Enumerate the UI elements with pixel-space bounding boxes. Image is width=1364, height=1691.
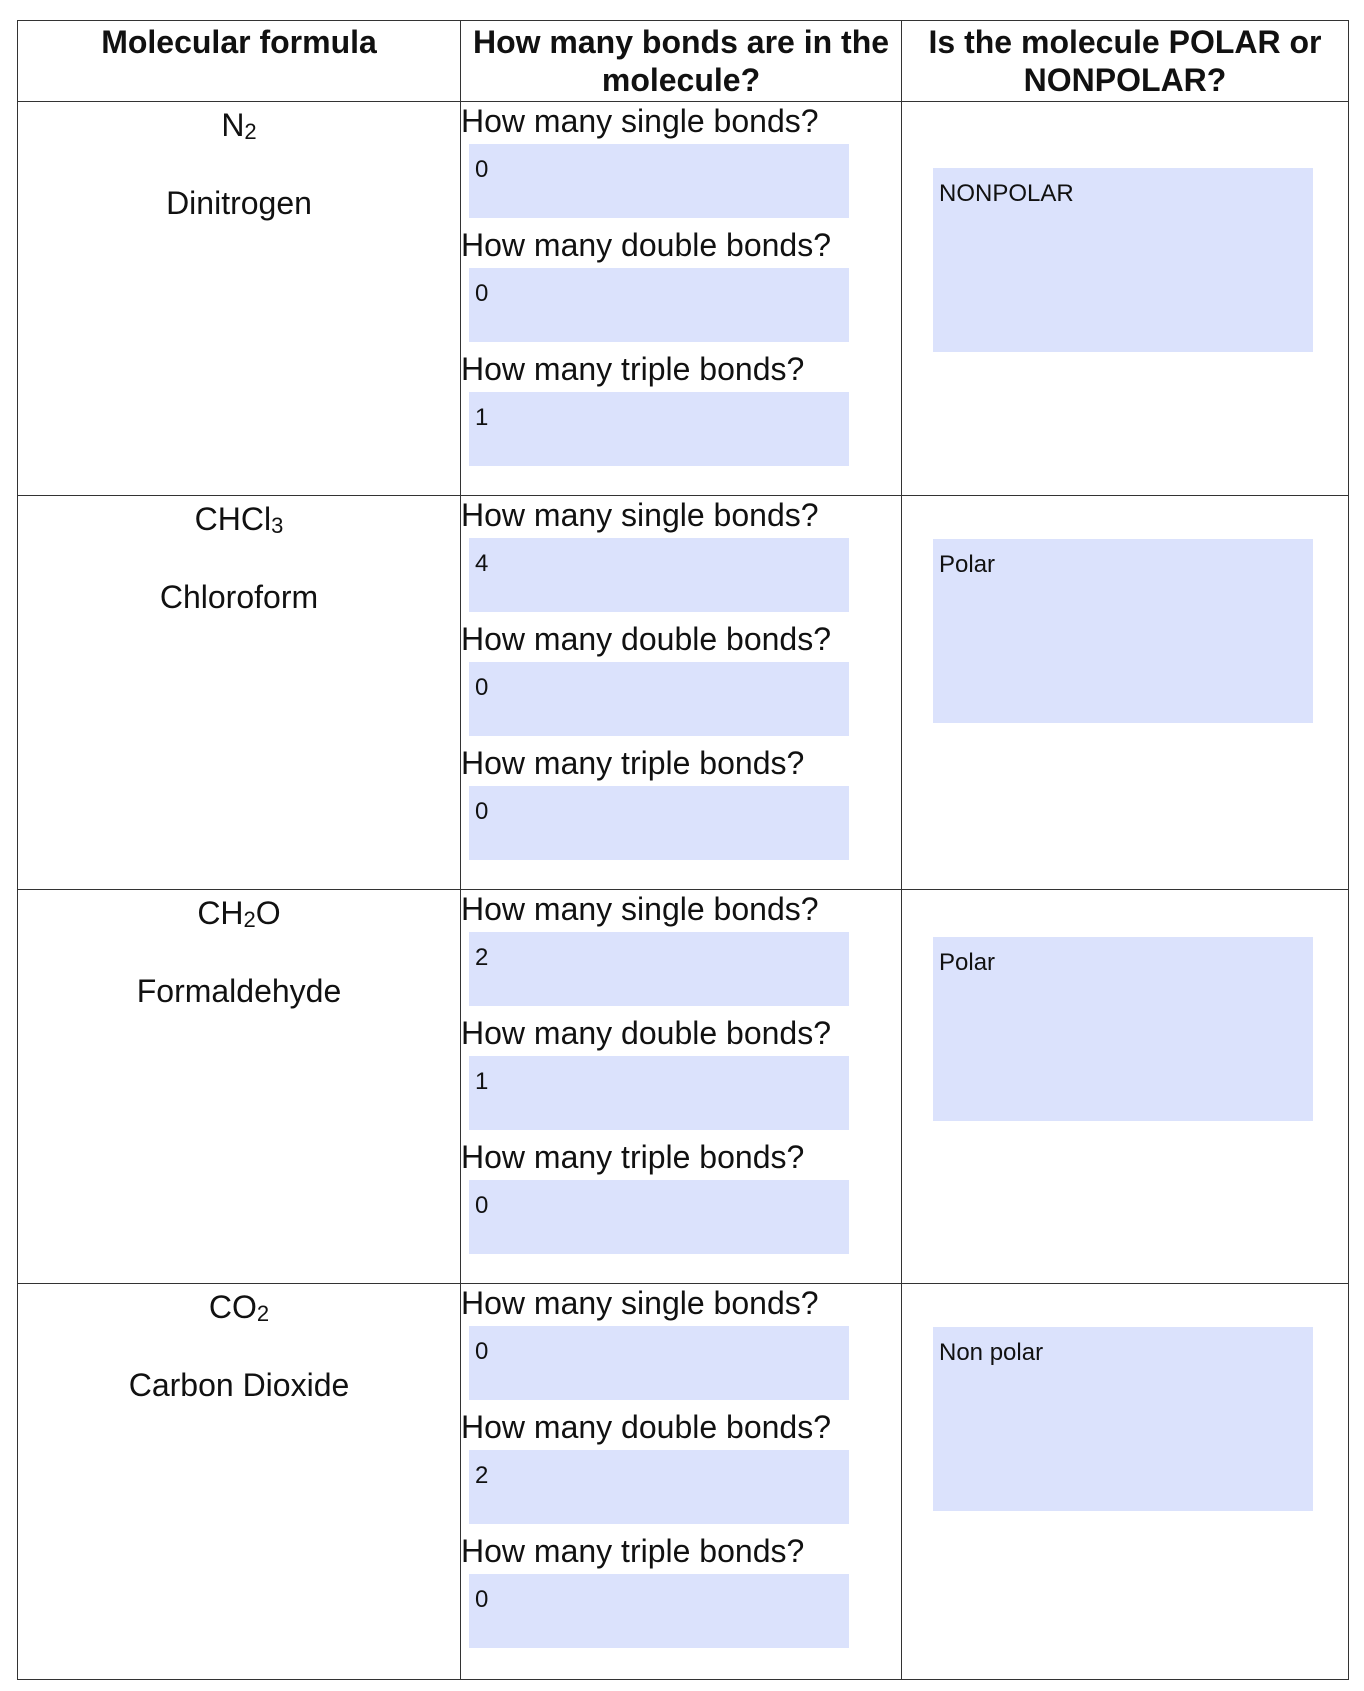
molecule-cell xyxy=(18,1284,461,1680)
formula-rest: O xyxy=(255,895,281,931)
formula-subscript: 2 xyxy=(243,907,256,932)
formula-base: CO xyxy=(208,1289,257,1325)
table-row xyxy=(18,890,1349,1284)
molecular-formula xyxy=(18,1288,460,1326)
molecule-table xyxy=(17,20,1349,1680)
double-bonds-field[interactable]: 0 xyxy=(469,662,849,736)
formula-base: CHCl xyxy=(194,501,272,537)
molecule-cell xyxy=(18,102,461,496)
triple-bonds-question: How many triple bonds? xyxy=(461,351,805,387)
single-bonds-question: How many single bonds? xyxy=(461,891,819,927)
header-polarity: Is the molecule POLAR or NONPOLAR? xyxy=(902,21,1349,102)
triple-bonds-field[interactable]: 0 xyxy=(469,1180,849,1254)
molecule-name: Dinitrogen xyxy=(166,185,312,221)
molecule-name: Formaldehyde xyxy=(136,973,342,1009)
polarity-cell xyxy=(902,1284,1349,1680)
single-bonds-field[interactable]: 2 xyxy=(469,932,849,1006)
formula-subscript: 3 xyxy=(271,513,284,538)
double-bonds-field[interactable]: 1 xyxy=(469,1056,849,1130)
header-row xyxy=(18,21,1349,102)
table-row xyxy=(18,1284,1349,1680)
formula-base: N xyxy=(221,107,245,143)
molecule-cell xyxy=(18,890,461,1284)
triple-bonds-field[interactable]: 1 xyxy=(469,392,849,466)
formula-subscript: 2 xyxy=(256,1301,270,1326)
double-bonds-question: How many double bonds? xyxy=(461,1409,832,1445)
single-bonds-question: How many single bonds? xyxy=(461,497,819,533)
formula-base: CH xyxy=(197,895,244,931)
molecular-formula xyxy=(18,894,460,932)
polarity-field[interactable]: Polar xyxy=(933,937,1313,1121)
triple-bonds-field[interactable]: 0 xyxy=(469,786,849,860)
double-bonds-question: How many double bonds? xyxy=(461,1015,832,1051)
table-row xyxy=(18,496,1349,890)
bonds-cell xyxy=(461,102,902,496)
worksheet xyxy=(17,20,1348,1681)
double-bonds-question: How many double bonds? xyxy=(461,227,832,263)
bonds-cell xyxy=(461,1284,902,1680)
single-bonds-field[interactable]: 0 xyxy=(469,1326,849,1400)
molecular-formula xyxy=(18,500,460,538)
single-bonds-field[interactable]: 0 xyxy=(469,144,849,218)
table-row xyxy=(18,102,1349,496)
molecule-name: Chloroform xyxy=(159,579,319,615)
formula-subscript: 2 xyxy=(244,119,257,144)
header-bond-count: How many bonds are in the molecule? xyxy=(461,21,902,102)
bonds-cell xyxy=(461,496,902,890)
single-bonds-question: How many single bonds? xyxy=(461,1285,819,1321)
polarity-cell xyxy=(902,890,1349,1284)
polarity-cell xyxy=(902,496,1349,890)
double-bonds-field[interactable]: 2 xyxy=(469,1450,849,1524)
double-bonds-field[interactable]: 0 xyxy=(469,268,849,342)
triple-bonds-question: How many triple bonds? xyxy=(461,745,805,781)
molecule-cell xyxy=(18,496,461,890)
double-bonds-question: How many double bonds? xyxy=(461,621,832,657)
molecular-formula xyxy=(18,106,460,144)
molecule-name: Carbon Dioxide xyxy=(128,1367,350,1403)
polarity-field[interactable]: Non polar xyxy=(933,1327,1313,1511)
polarity-cell xyxy=(902,102,1349,496)
header-molecular-formula: Molecular formula xyxy=(18,21,461,102)
triple-bonds-field[interactable]: 0 xyxy=(469,1574,849,1648)
single-bonds-question: How many single bonds? xyxy=(461,103,819,139)
bonds-cell xyxy=(461,890,902,1284)
triple-bonds-question: How many triple bonds? xyxy=(461,1533,805,1569)
polarity-field[interactable]: Polar xyxy=(933,539,1313,723)
polarity-field[interactable]: NONPOLAR xyxy=(933,168,1313,352)
triple-bonds-question: How many triple bonds? xyxy=(461,1139,805,1175)
single-bonds-field[interactable]: 4 xyxy=(469,538,849,612)
